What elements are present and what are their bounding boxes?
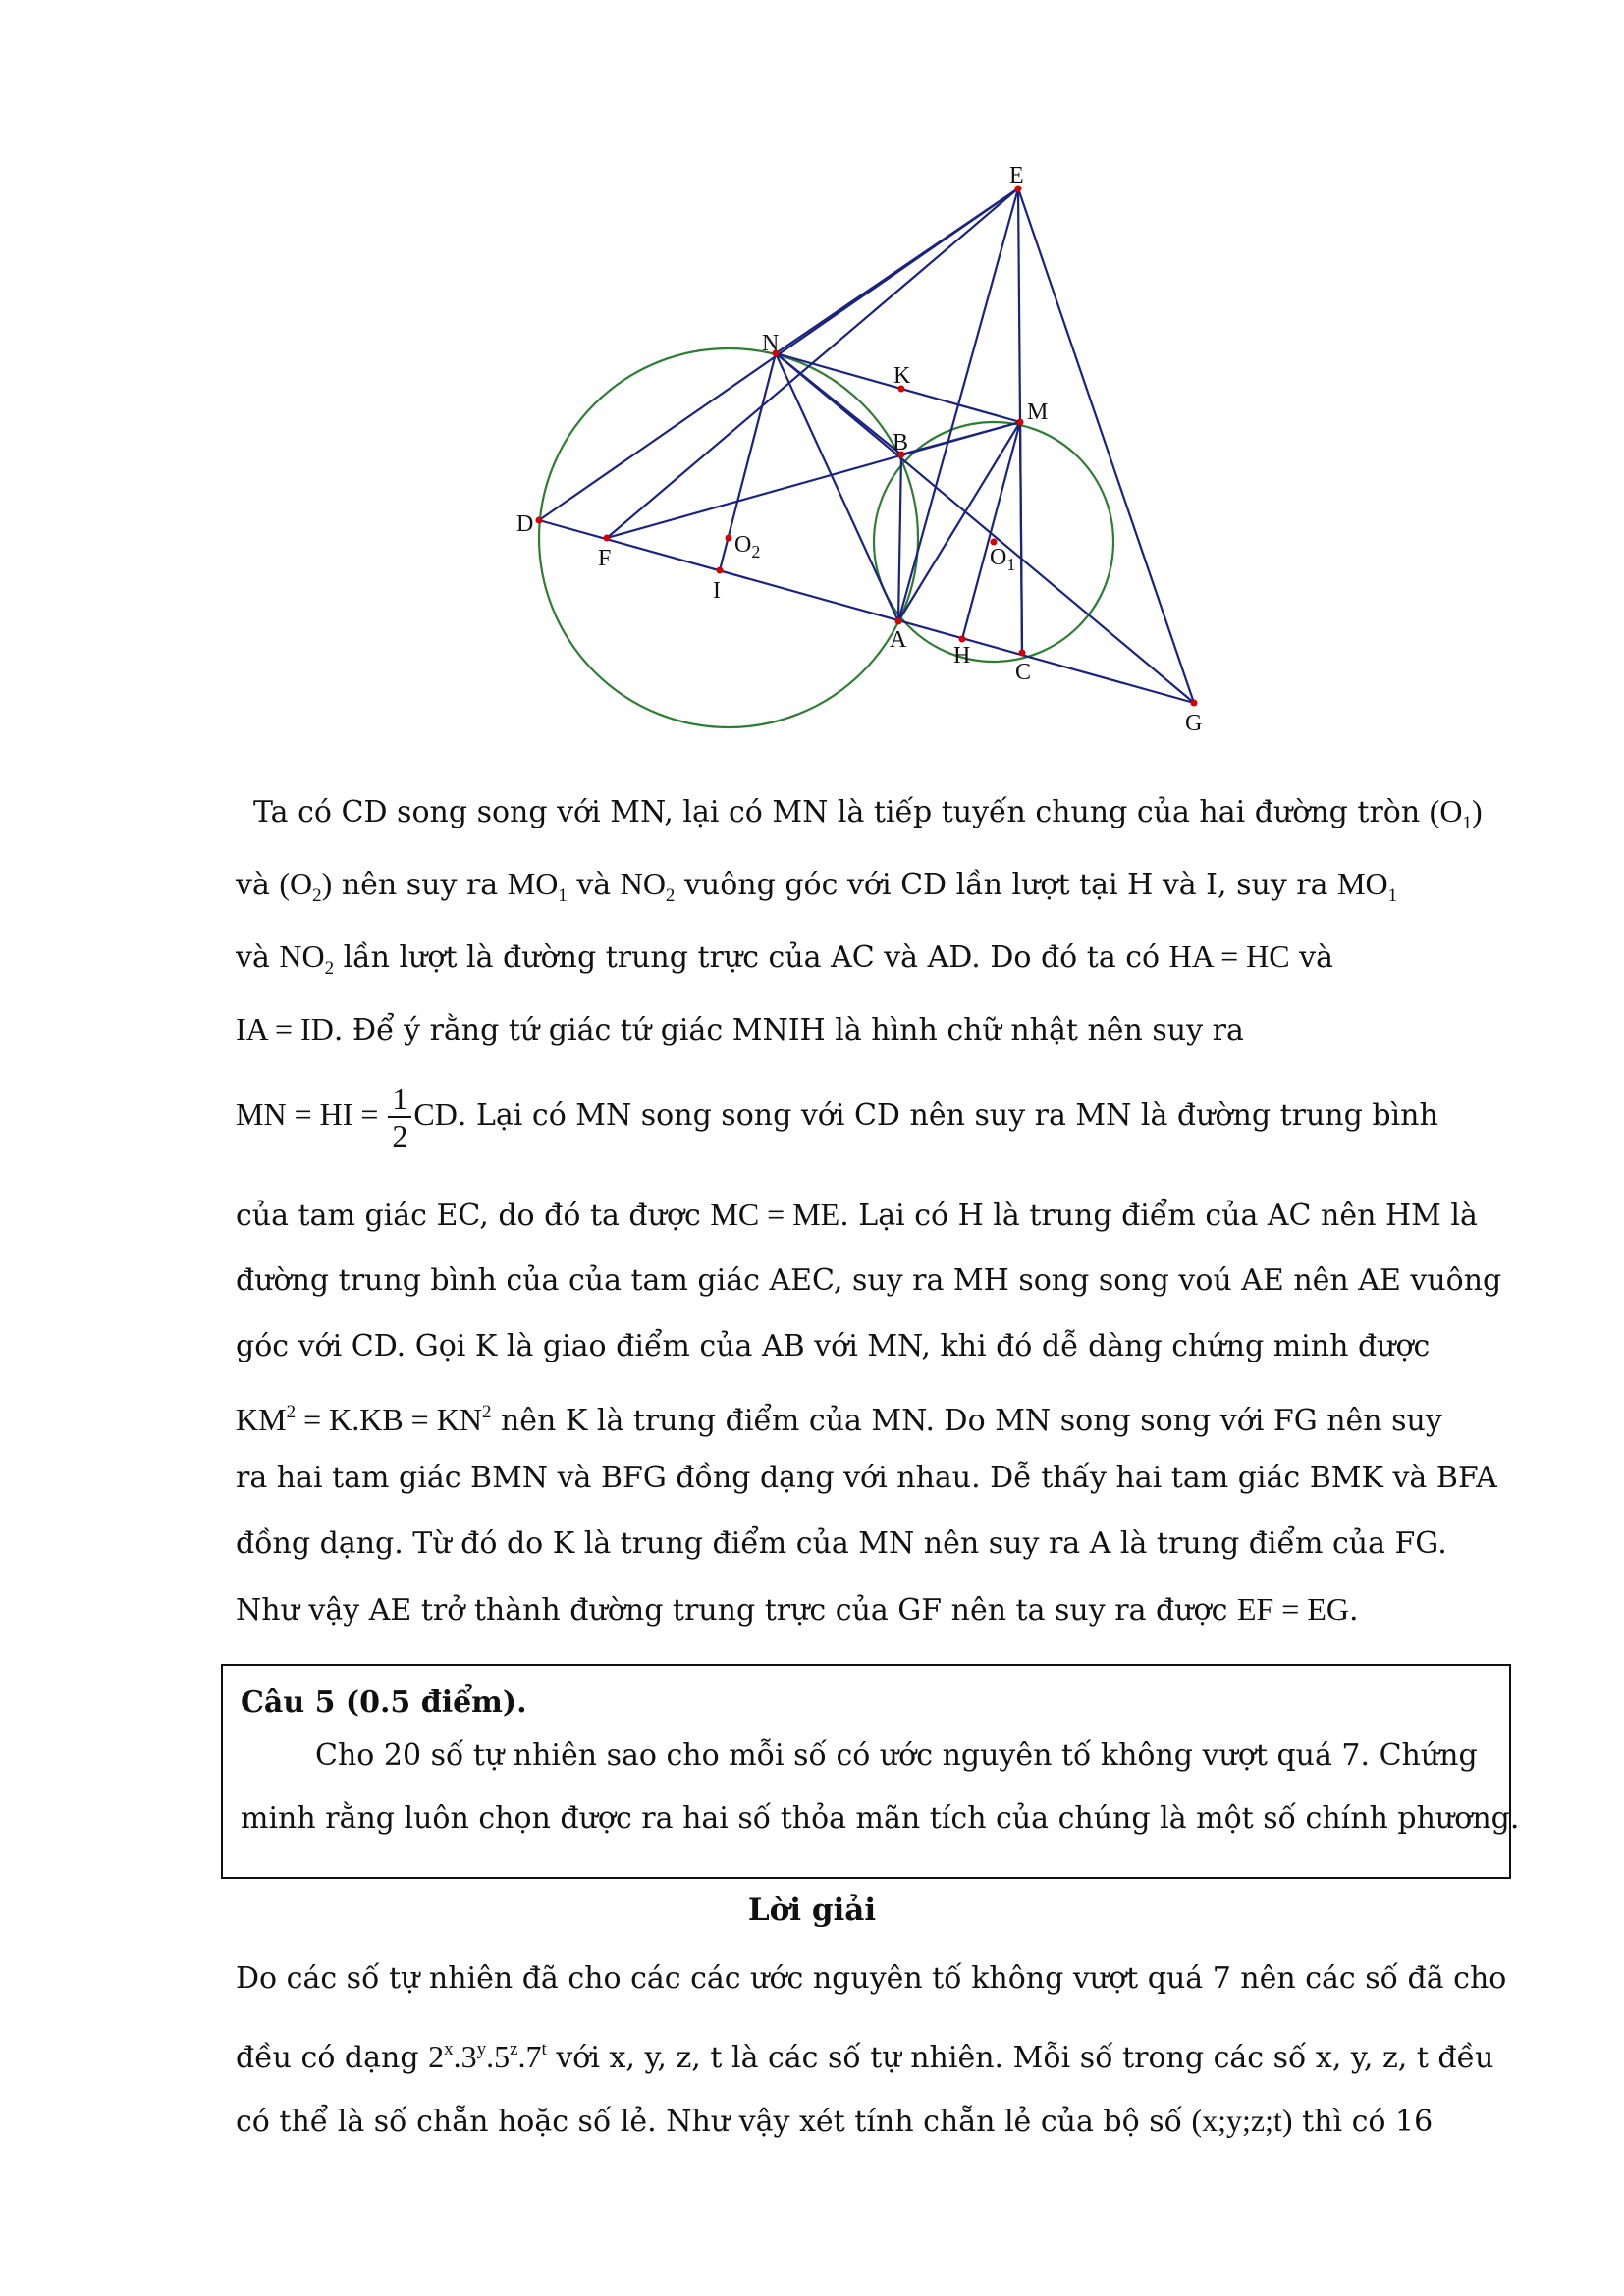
point-d bbox=[536, 517, 543, 524]
lines bbox=[539, 188, 1194, 703]
point-g bbox=[1191, 700, 1198, 707]
label-n: N bbox=[762, 331, 780, 356]
text-line: ra hai tam giác BMN và BFG đồng dạng với nhau. Dễ thấy hai tam giác BMK và BFA bbox=[236, 1461, 1497, 1495]
label-b: B bbox=[893, 430, 909, 455]
point-i bbox=[717, 567, 724, 574]
label-f: F bbox=[598, 546, 612, 571]
text-line: và $NO_2$ lần lượt là đường trung trực của AC và AD. Do đó ta có HA = HC và bbox=[236, 938, 1333, 979]
label-k: K bbox=[893, 363, 911, 389]
points bbox=[536, 186, 1198, 707]
label-g: G bbox=[1185, 711, 1203, 736]
geometry-figure bbox=[511, 157, 1257, 746]
label-h: H bbox=[953, 643, 971, 668]
point-a bbox=[895, 618, 902, 625]
segment-mc bbox=[1020, 422, 1022, 653]
label-o1: $O_1$ bbox=[990, 545, 1016, 574]
label-i: I bbox=[713, 578, 721, 604]
text-line: và $(O_2)$ nên suy ra $MO_1$ và $NO_2$ vuông góc với CD lần lượt tại H và I, suy ra $MO_1$ bbox=[236, 866, 1398, 906]
label-c: C bbox=[1015, 660, 1032, 685]
point-c bbox=[1019, 650, 1026, 657]
text-line: $KM^2 = K.KB = KN^2$ nên K là trung điểm của MN. Do MN song song với FG nên suy bbox=[236, 1402, 1442, 1438]
label-o2: $O_2$ bbox=[734, 532, 761, 561]
segment-ng bbox=[776, 353, 1194, 703]
segment-eg bbox=[1018, 188, 1194, 703]
text-line: đồng dạng. Từ đó do K là trung điểm của MN nên suy ra A là trung điểm của FG. bbox=[236, 1526, 1447, 1561]
point-m bbox=[1017, 419, 1024, 426]
text-line: của tam giác EC, do đó ta được MC = ME. Lại có H là trung điểm của AC nên HM là bbox=[236, 1197, 1478, 1233]
segment-dg bbox=[539, 520, 1194, 703]
text-line: Ta có CD song song với MN, lại có MN là tiếp tuyến chung của hai đường tròn $(O_1)$ bbox=[253, 793, 1483, 833]
question-5-body bbox=[241, 1725, 1520, 1850]
segment-ab bbox=[898, 454, 901, 621]
solution-4-paragraph-continued bbox=[236, 1182, 1502, 1642]
question-5-title: Câu 5 (0.5 điểm). bbox=[241, 1685, 527, 1720]
text-line: minh rằng luôn chọn được ra hai số thỏa mãn tích của chúng là một số chính phương. bbox=[241, 1801, 1520, 1836]
point-f bbox=[604, 535, 611, 542]
point-h bbox=[959, 636, 966, 643]
text-line: góc với CD. Gọi K là giao điểm của AB với MN, khi đó dễ dàng chứng minh được bbox=[236, 1329, 1431, 1363]
label-m: M bbox=[1027, 400, 1049, 425]
solution-5-heading: Lời giải bbox=[747, 1893, 877, 1928]
text-line: đều có dạng 2$^x$.3$^y$.5$^z$.7$^t$ với x, y, z, t là các số tự nhiên. Mỗi số trong các số x, y, z, t đều bbox=[236, 2039, 1494, 2075]
label-a: A bbox=[890, 627, 907, 653]
label-d: D bbox=[516, 511, 534, 537]
segment-na bbox=[776, 353, 898, 621]
question-5-box bbox=[221, 1664, 1520, 1879]
label-e: E bbox=[1009, 163, 1024, 188]
text-line: có thể là số chẵn hoặc số lẻ. Như vậy xét tính chẵn lẻ của bộ số (x;y;z;t) thì có 16 bbox=[236, 2103, 1434, 2139]
solution-4-paragraph bbox=[253, 774, 1494, 847]
fraction-one-half: $\frac{1}{2}$ bbox=[388, 1081, 411, 1153]
text-line: MN = HI = $\frac{1}{2}$ CD. Lại có MN song song với CD nên suy ra MN là đường trung bình bbox=[236, 1081, 1438, 1153]
text-line: Như vậy AE trở thành đường trung trực của GF nên ta suy ra được EF = EG. bbox=[236, 1591, 1359, 1628]
text-line: IA = ID. Để ý rằng tứ giác tứ giác MNIH là hình chữ nhật nên suy ra bbox=[236, 1011, 1244, 1047]
segment-mh bbox=[962, 422, 1020, 639]
text-line: Cho 20 số tự nhiên sao cho mỗi số có ước nguyên tố không vượt quá 7. Chứng bbox=[315, 1738, 1478, 1773]
point-labels bbox=[516, 163, 1202, 736]
text-line: Do các số tự nhiên đã cho các các ước nguyên tố không vượt quá 7 nên các số đã cho bbox=[236, 1961, 1507, 1996]
solution-4-paragraph-body bbox=[236, 847, 1494, 1163]
point-o2 bbox=[726, 535, 732, 542]
text-line: đường trung bình của của tam giác AEC, suy ra MH song song voú AE nên AE vuông bbox=[236, 1263, 1502, 1298]
segment-ne bbox=[776, 188, 1018, 353]
solution-5-paragraph bbox=[236, 1944, 1507, 2156]
